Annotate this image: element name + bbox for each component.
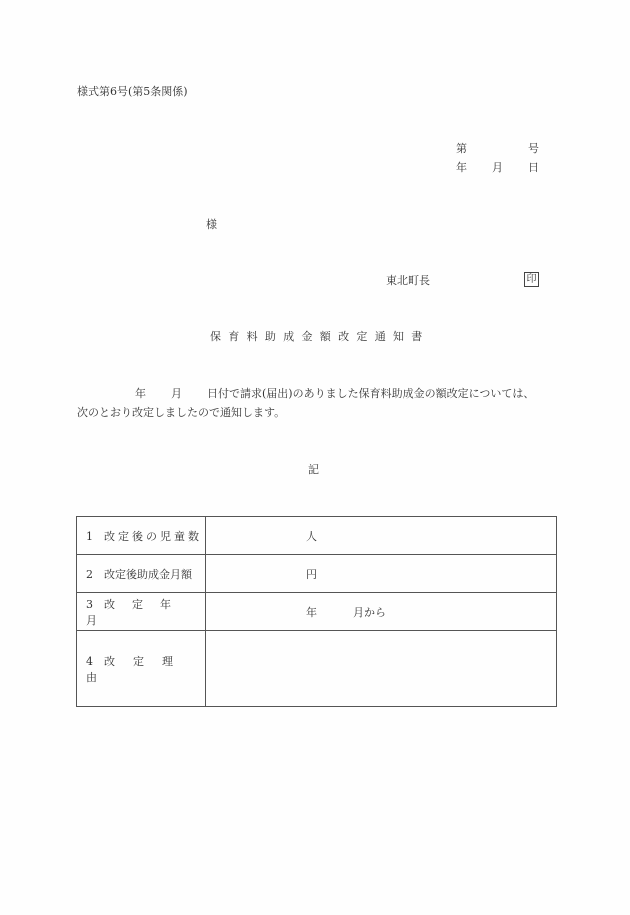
label-revision-date: 改定年月 (86, 597, 188, 627)
document-number-suffix: 号 (528, 142, 539, 155)
table-row (77, 555, 557, 593)
value-monthly-amount[interactable]: 円 (206, 555, 557, 593)
value-revision-reason[interactable] (206, 631, 557, 707)
ki-heading: 記 (308, 463, 319, 476)
label-revision-reason: 改定理由 (86, 654, 191, 684)
addressee-honorific: 様 (206, 218, 217, 231)
body-text-line-2: 次のとおり改定しましたので通知します。 (77, 406, 286, 419)
row-label: 3 改定年月 (77, 593, 206, 631)
body-text-rest: 日付で請求(届出)のありました保育料助成金の額改定については、 (207, 387, 535, 400)
issuer-name: 東北町長 (386, 274, 430, 287)
table-row (77, 631, 557, 707)
body-month-label: 月 (171, 387, 182, 400)
date-year-label: 年 (456, 161, 467, 174)
row-label: 1 改定後の児童数 (77, 517, 206, 555)
row-label: 2 改定後助成金月額 (77, 555, 206, 593)
date-day-label: 日 (528, 161, 539, 174)
table-row (77, 593, 557, 631)
value-revision-date[interactable]: 年 月から (206, 593, 557, 631)
label-monthly-amount: 改定後助成金月額 (104, 567, 192, 581)
details-table (76, 516, 557, 707)
document-number-prefix: 第 (456, 142, 467, 155)
date-month-label: 月 (492, 161, 503, 174)
value-children-count[interactable]: 人 (206, 517, 557, 555)
document-title: 保育料助成金額改定通知書 (210, 330, 430, 343)
body-year-label: 年 (135, 387, 146, 400)
table-row (77, 517, 557, 555)
label-children-count: 改定後の児童数 (104, 529, 202, 543)
body-text-line-1 (77, 388, 534, 399)
form-number: 様式第6号(第5条関係) (77, 85, 188, 98)
seal-icon: 印 (524, 272, 539, 287)
row-label: 4 改定理由 (77, 631, 206, 707)
